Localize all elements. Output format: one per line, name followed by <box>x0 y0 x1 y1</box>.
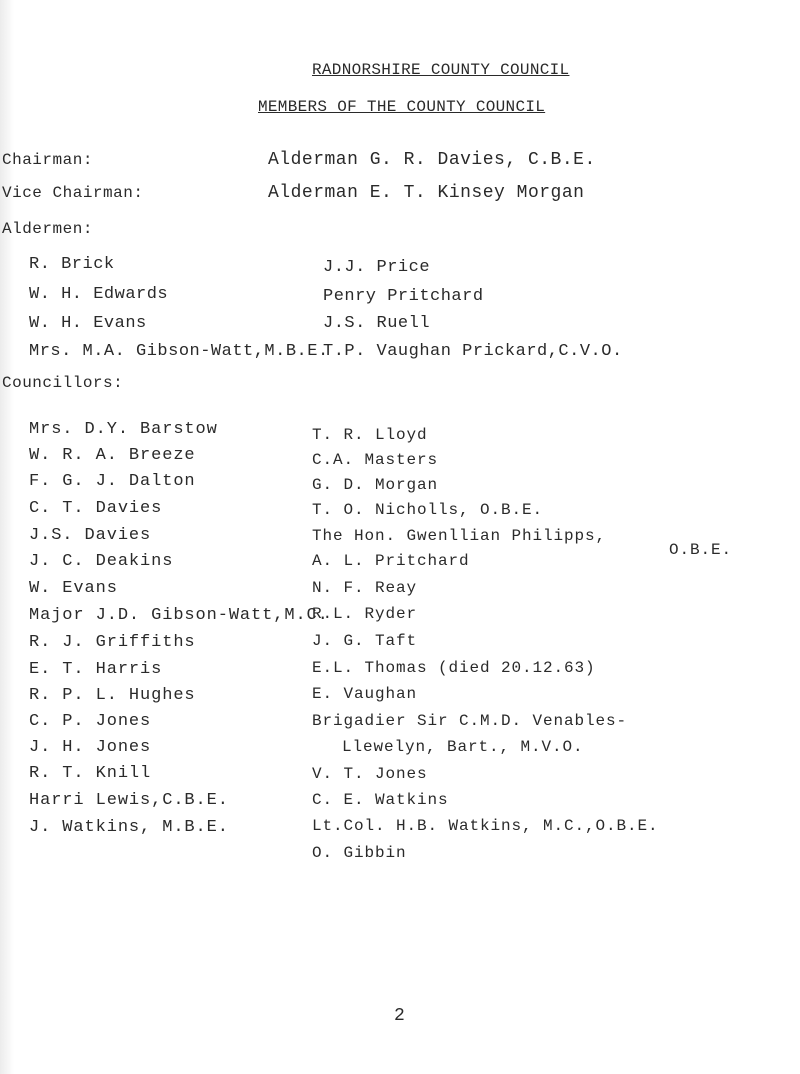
councillor-right: J. G. Taft <box>312 632 418 650</box>
councillor-right: N. F. Reay <box>312 579 418 597</box>
councillor-right: Llewelyn, Bart., M.V.O. <box>342 738 584 756</box>
councillor-left: F. G. J. Dalton <box>29 472 196 491</box>
councillor-left: C. P. Jones <box>29 712 152 731</box>
councillor-left: Major J.D. Gibson-Watt,M.C. <box>29 606 329 625</box>
councillor-left: R. J. Griffiths <box>29 633 196 652</box>
alderman-right: J.J. Price <box>323 258 431 277</box>
vice-chairman-label: Vice Chairman: <box>2 184 144 202</box>
alderman-right: J.S. Ruell <box>323 314 431 333</box>
alderman-right: T.P. Vaughan Prickard,C.V.O. <box>323 342 623 361</box>
alderman-left: R. Brick <box>29 255 115 274</box>
alderman-left: Mrs. M.A. Gibson-Watt,M.B.E. <box>29 342 329 361</box>
councillor-right: E.L. Thomas (died 20.12.63) <box>312 659 596 677</box>
councillor-left: J. Watkins, M.B.E. <box>29 818 229 837</box>
chairman-name: Alderman G. R. Davies, C.B.E. <box>268 150 596 170</box>
councillor-right: R.L. Ryder <box>312 605 418 623</box>
councillor-right: C. E. Watkins <box>312 791 449 809</box>
councillor-right: O. Gibbin <box>312 844 407 862</box>
philipps-honours: O.B.E. <box>669 541 733 559</box>
councillor-left: R. P. L. Hughes <box>29 686 196 705</box>
councillor-left: W. R. A. Breeze <box>29 446 196 465</box>
councillor-right: V. T. Jones <box>312 765 428 783</box>
members-heading: MEMBERS OF THE COUNTY COUNCIL <box>258 98 546 116</box>
councillor-right: E. Vaughan <box>312 685 418 703</box>
aldermen-label: Aldermen: <box>2 220 93 238</box>
councillor-right: G. D. Morgan <box>312 476 439 494</box>
alderman-right: Penry Pritchard <box>323 287 484 306</box>
councillor-left: R. T. Knill <box>29 764 152 783</box>
councillor-right: The Hon. Gwenllian Philipps, <box>312 527 607 545</box>
councillor-left: E. T. Harris <box>29 660 163 679</box>
councillor-left: J. H. Jones <box>29 738 152 757</box>
councillor-left: J.S. Davies <box>29 526 152 545</box>
councillor-right: Brigadier Sir C.M.D. Venables- <box>312 712 628 730</box>
councillor-right: A. L. Pritchard <box>312 552 470 570</box>
councillor-left: Mrs. D.Y. Barstow <box>29 420 218 439</box>
councillor-right: T. R. Lloyd <box>312 426 428 444</box>
council-title: RADNORSHIRE COUNTY COUNCIL <box>312 61 570 79</box>
councillor-right: Lt.Col. H.B. Watkins, M.C.,O.B.E. <box>312 817 659 835</box>
vice-chairman-name: Alderman E. T. Kinsey Morgan <box>268 183 585 203</box>
page-number: 2 <box>394 1006 406 1026</box>
councillor-left: J. C. Deakins <box>29 552 174 571</box>
councillor-left: C. T. Davies <box>29 499 163 518</box>
alderman-left: W. H. Evans <box>29 314 147 333</box>
councillor-left: W. Evans <box>29 579 118 598</box>
councillor-left: Harri Lewis,C.B.E. <box>29 791 229 810</box>
chairman-label: Chairman: <box>2 151 93 169</box>
councillor-right: C.A. Masters <box>312 451 439 469</box>
councillor-right: T. O. Nicholls, O.B.E. <box>312 501 544 519</box>
alderman-left: W. H. Edwards <box>29 285 169 304</box>
councillors-label: Councillors: <box>2 374 124 392</box>
